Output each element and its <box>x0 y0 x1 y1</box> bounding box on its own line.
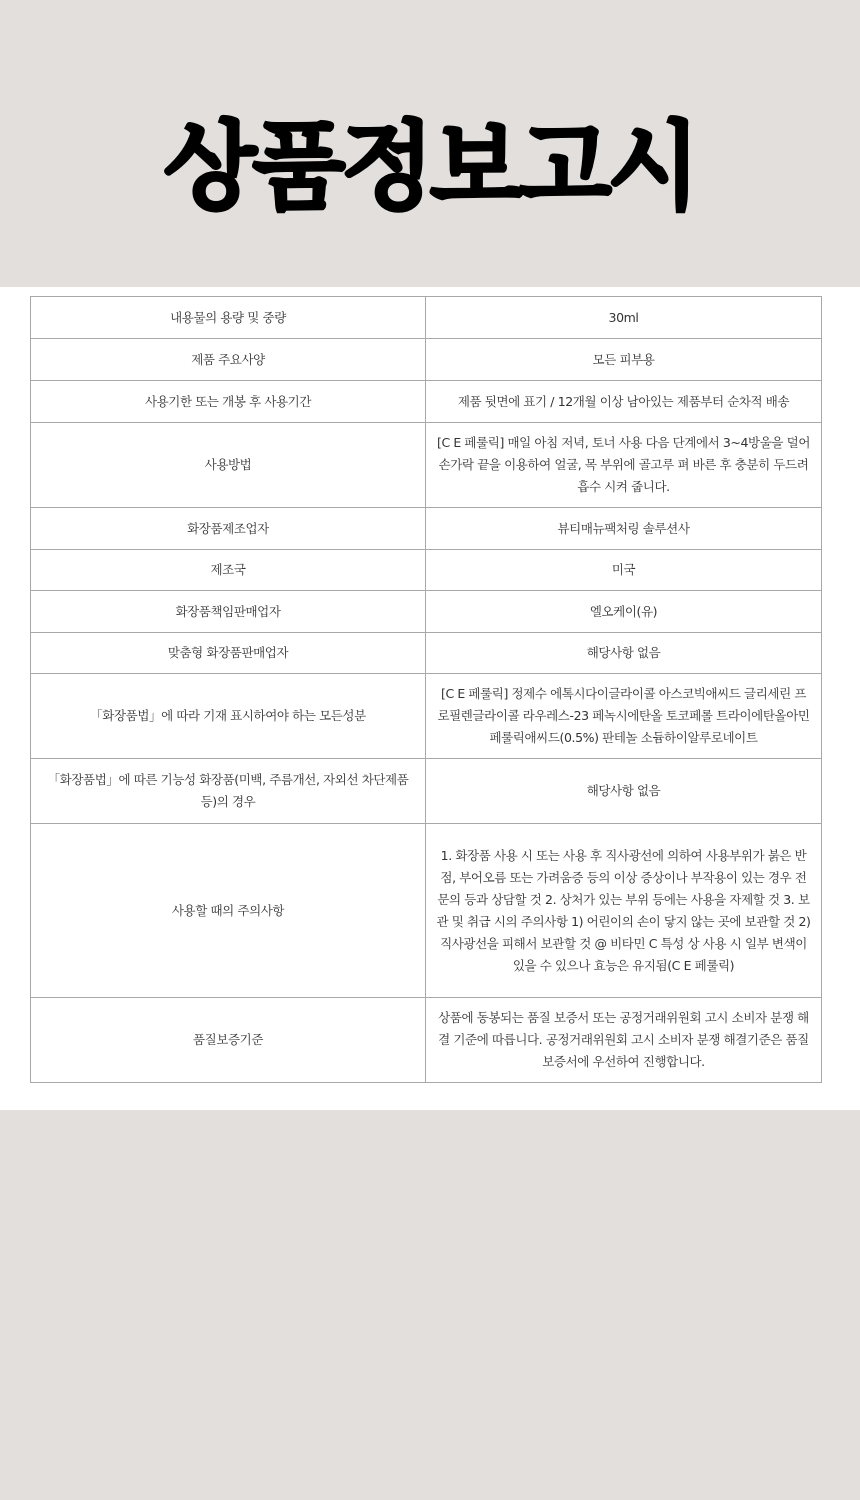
footer-spacer <box>0 1110 860 1500</box>
row-value: 모든 피부용 <box>426 339 822 381</box>
row-label: 화장품책임판매업자 <box>31 591 426 633</box>
table-row <box>31 423 822 508</box>
row-label: 사용할 때의 주의사항 <box>31 824 426 998</box>
product-info-section <box>0 287 860 1110</box>
row-label: 사용방법 <box>31 423 426 508</box>
table-row <box>31 381 822 423</box>
row-label: 품질보증기준 <box>31 998 426 1083</box>
table-row <box>31 339 822 381</box>
table-row <box>31 297 822 339</box>
row-value: 상품에 동봉되는 품질 보증서 또는 공정거래위원회 고시 소비자 분쟁 해결 기준에 따릅니다. 공정거래위원회 고시 소비자 분쟁 해결기준은 품질 보증서에 우선하여 진행합니다. <box>426 998 822 1083</box>
row-value: 30ml <box>426 297 822 339</box>
row-label: 「화장품법」에 따라 기재 표시하여야 하는 모든성분 <box>31 674 426 759</box>
row-label: 맞춤형 화장품판매업자 <box>31 633 426 674</box>
row-value: 1. 화장품 사용 시 또는 사용 후 직사광선에 의하여 사용부위가 붉은 반점, 부어오름 또는 가려움증 등의 이상 증상이나 부작용이 있는 경우 전문의 등과 상담할 것 2. 상처가 있는 부위 등에는 사용을 자제할 것 3. 보관 및 취급 시의 주의사항 1) 어린이의 손이 닿지 않는 곳에 보관할 것 2) 직사광선을 피해서 보관할 것 @ 비타민 C 특성 상 사용 시 일부 변색이 있을 수 있으나 효능은 유지됨(C E 페룰릭) <box>426 824 822 998</box>
row-value: 미국 <box>426 550 822 591</box>
row-value: 해당사항 없음 <box>426 633 822 674</box>
row-value: 뷰티매뉴팩처링 솔루션사 <box>426 508 822 550</box>
row-label: 화장품제조업자 <box>31 508 426 550</box>
row-value: [C E 페룰릭] 정제수 에톡시다이글라이콜 아스코빅애씨드 글리세린 프로필렌글라이콜 라우레스-23 페녹시에탄올 토코페롤 트라이에탄올아민 페룰릭애씨드(0.5%) 판테놀 소듐하이알루로네이트 <box>426 674 822 759</box>
row-label: 사용기한 또는 개봉 후 사용기간 <box>31 381 426 423</box>
table-row <box>31 824 822 998</box>
header-banner <box>0 0 860 287</box>
row-value: 엘오케이(유) <box>426 591 822 633</box>
row-label: 「화장품법」에 따른 기능성 화장품(미백, 주름개선, 자외선 차단제품 등)의 경우 <box>31 759 426 824</box>
row-value: [C E 페룰릭] 매일 아침 저녁, 토너 사용 다음 단계에서 3~4방울을 덜어 손가락 끝을 이용하여 얼굴, 목 부위에 골고루 펴 바른 후 충분히 두드려 흡수 시켜 줍니다. <box>426 423 822 508</box>
page-title: 상품정보고시 <box>163 111 697 223</box>
row-label: 제조국 <box>31 550 426 591</box>
table-row <box>31 550 822 591</box>
row-label: 제품 주요사양 <box>31 339 426 381</box>
table-row <box>31 759 822 824</box>
table-row <box>31 674 822 759</box>
row-value: 해당사항 없음 <box>426 759 822 824</box>
row-label: 내용물의 용량 및 중량 <box>31 297 426 339</box>
row-value: 제품 뒷면에 표기 / 12개월 이상 남아있는 제품부터 순차적 배송 <box>426 381 822 423</box>
table-row <box>31 591 822 633</box>
table-row <box>31 998 822 1083</box>
table-row <box>31 633 822 674</box>
product-info-table <box>30 296 822 1083</box>
table-row <box>31 508 822 550</box>
